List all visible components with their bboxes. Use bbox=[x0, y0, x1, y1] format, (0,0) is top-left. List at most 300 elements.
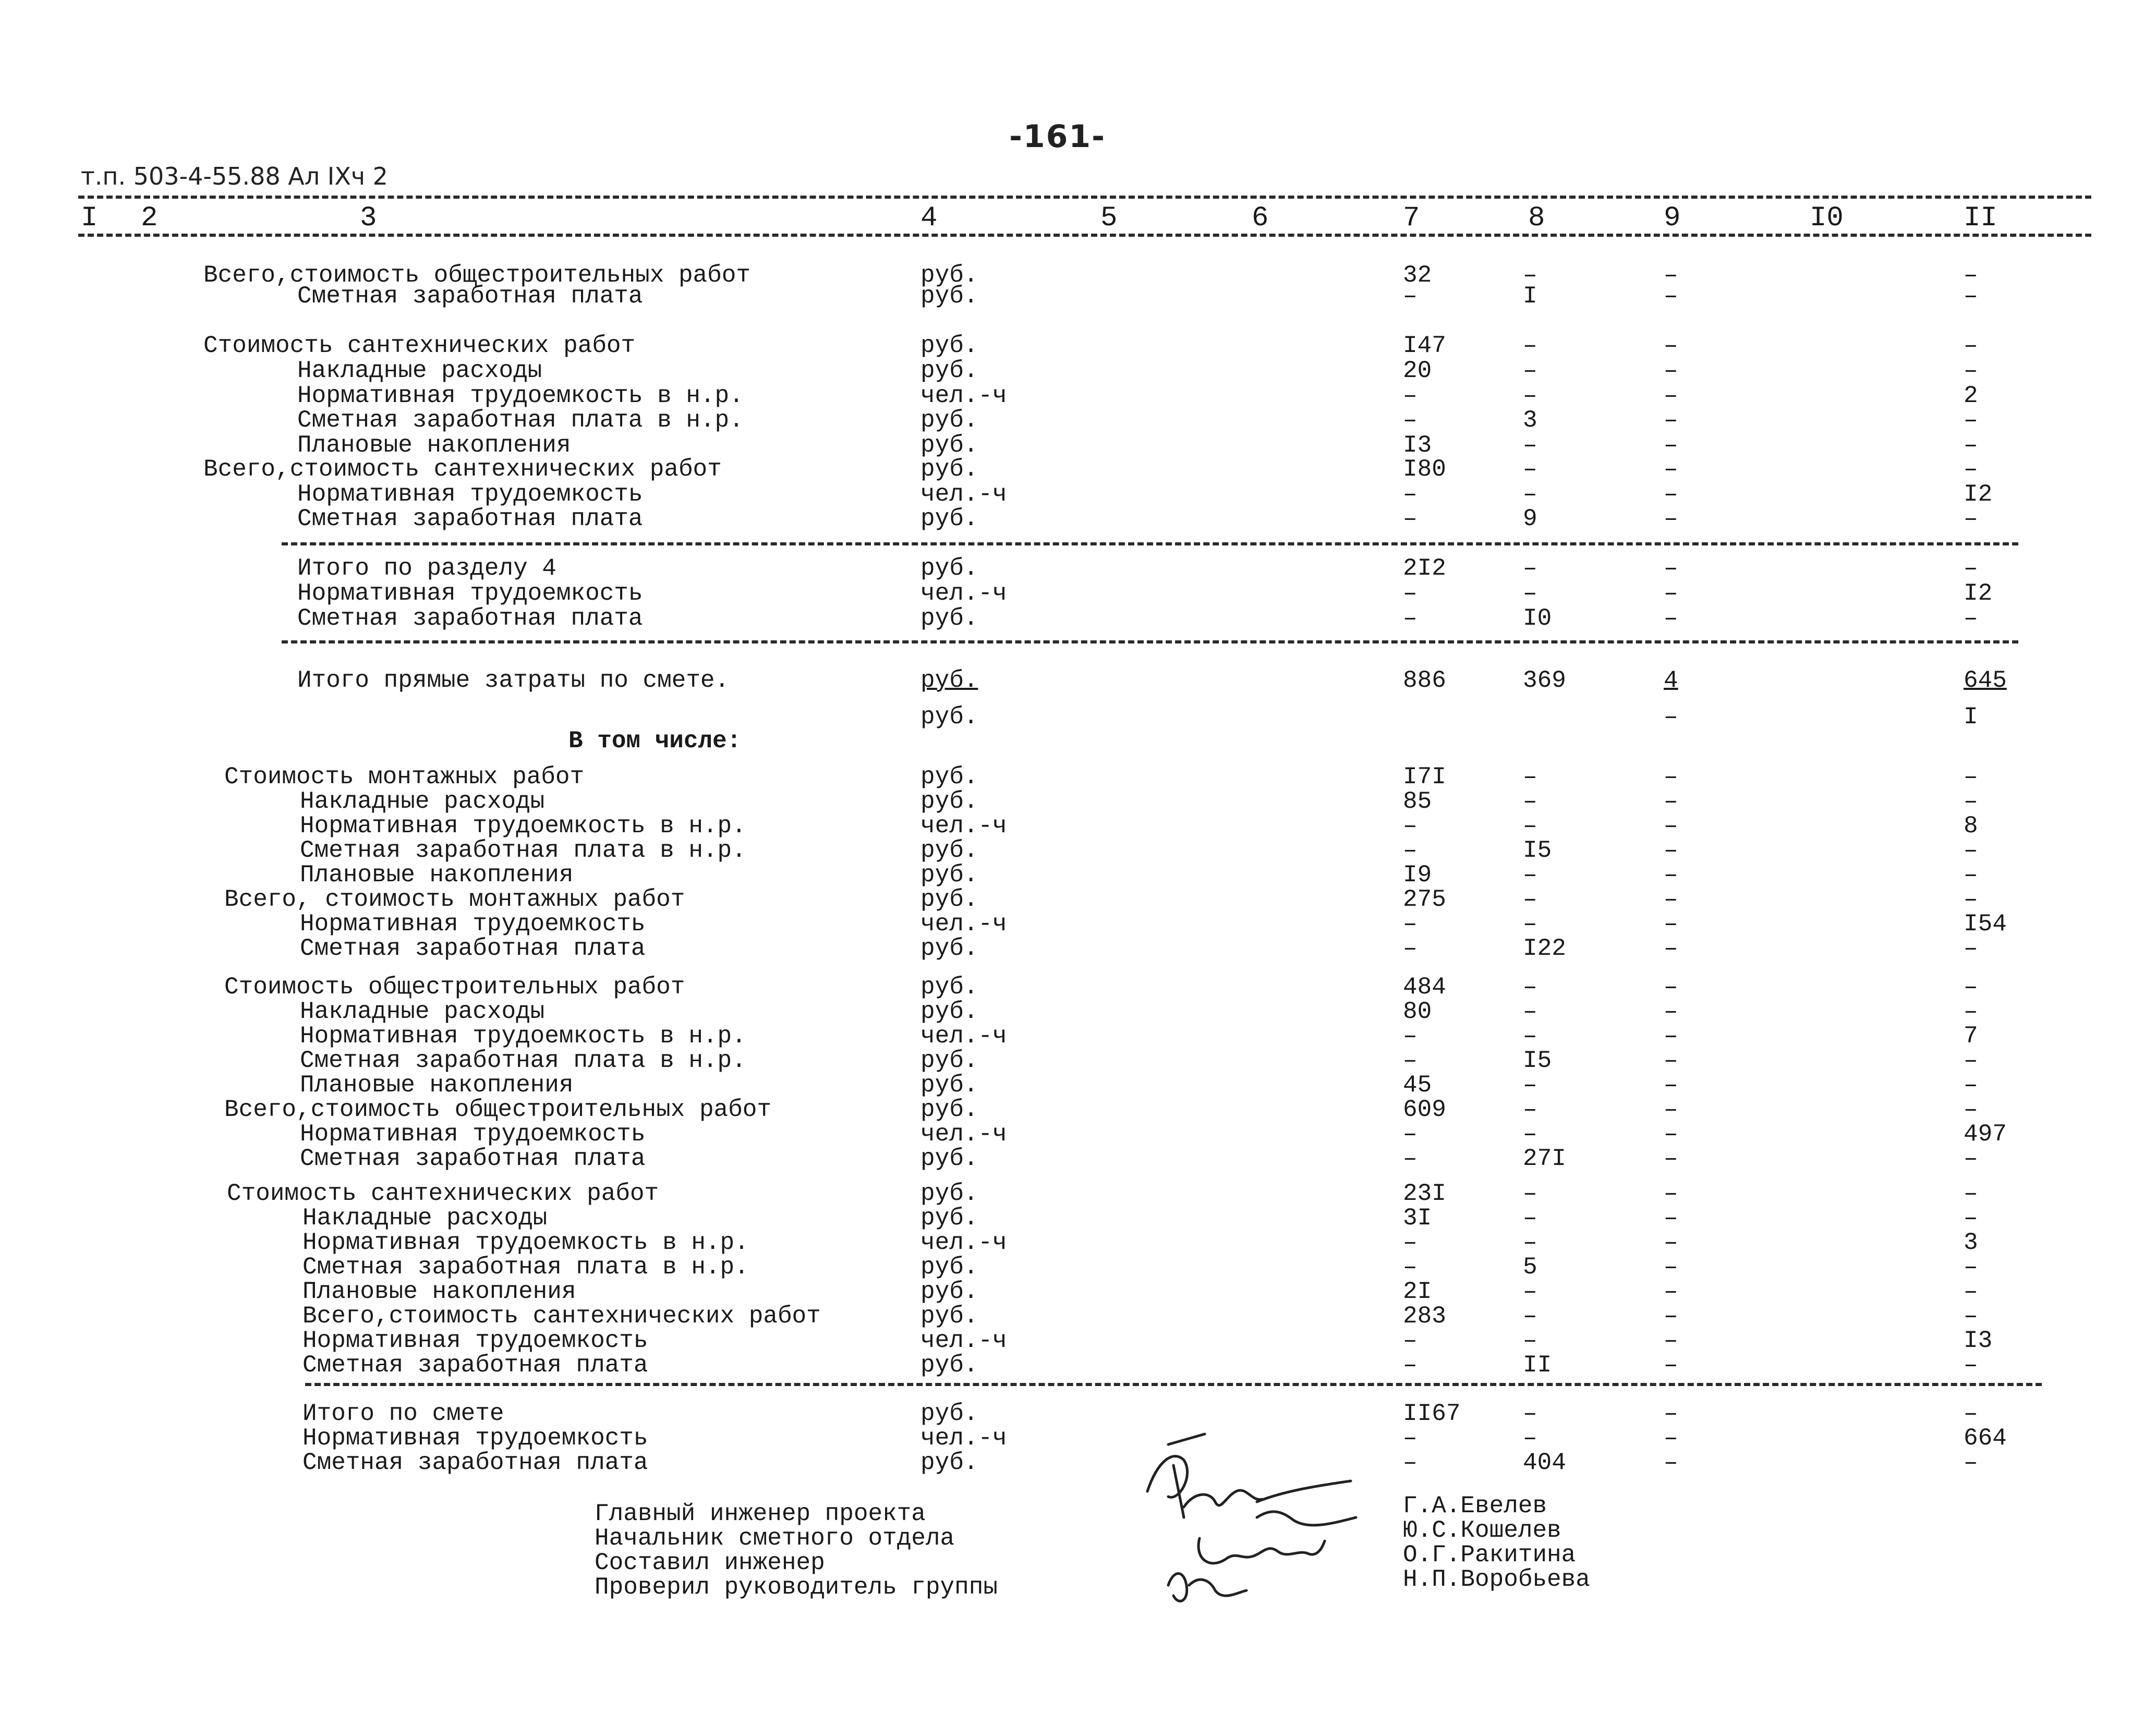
table-row bbox=[0, 1182, 2156, 1207]
row-unit: руб. bbox=[920, 1205, 978, 1232]
row-unit: руб. bbox=[920, 407, 978, 434]
col7-value: – bbox=[1403, 1145, 1418, 1172]
col8-value: – bbox=[1523, 763, 1537, 791]
col9-value: – bbox=[1664, 456, 1678, 483]
col7-value: – bbox=[1403, 407, 1418, 434]
col9-value: – bbox=[1664, 886, 1678, 913]
row-unit: руб. bbox=[920, 357, 978, 384]
row-label: Итого по смете bbox=[302, 1400, 504, 1427]
row-unit: руб. bbox=[920, 1303, 978, 1330]
signature-name: Ю.С.Кошелев bbox=[1403, 1517, 1561, 1544]
handwritten-signatures bbox=[1137, 1429, 1366, 1617]
row-unit: руб. bbox=[920, 667, 978, 694]
table-row bbox=[0, 1073, 2156, 1098]
col7-value: 886 bbox=[1403, 667, 1446, 694]
row-label: Сметная заработная плата в н.р. bbox=[300, 837, 746, 864]
col8-value: – bbox=[1523, 1023, 1537, 1050]
row-label: Нормативная трудоемкость в н.р. bbox=[300, 812, 746, 840]
row-label: Всего,стоимость сантехнических работ bbox=[302, 1303, 821, 1330]
col7-value: – bbox=[1403, 1425, 1418, 1452]
col11-value: – bbox=[1964, 861, 1978, 889]
col11-value: – bbox=[1964, 605, 1978, 632]
col11-value: 497 bbox=[1964, 1121, 2007, 1148]
row-label: Сметная заработная плата bbox=[300, 1145, 646, 1172]
row-label: Сметная заработная плата в н.р. bbox=[297, 407, 744, 434]
table-row bbox=[0, 1000, 2156, 1025]
row-label: Всего, стоимость монтажных работ bbox=[224, 886, 685, 913]
row-unit: руб. bbox=[920, 262, 978, 289]
col11-value: 8 bbox=[1964, 812, 1978, 840]
row-unit: чел.-ч bbox=[920, 382, 1007, 409]
col7-value: 3I bbox=[1403, 1205, 1432, 1232]
table-row bbox=[0, 839, 2156, 864]
row-unit: руб. bbox=[920, 505, 978, 532]
table-row bbox=[0, 457, 2156, 482]
col9-value: – bbox=[1664, 1254, 1678, 1281]
col8-value: II bbox=[1523, 1352, 1552, 1379]
col7-value: I47 bbox=[1403, 332, 1446, 359]
row-label: Сметная заработная плата bbox=[297, 605, 643, 632]
column-number: II bbox=[1964, 202, 1997, 234]
col7-value: 23I bbox=[1403, 1180, 1446, 1207]
row-unit: руб. bbox=[920, 1072, 978, 1099]
row-label: Плановые накопления bbox=[300, 861, 574, 889]
col11-value: – bbox=[1964, 1072, 1978, 1099]
col8-value: I0 bbox=[1523, 605, 1552, 632]
col8-value: 369 bbox=[1523, 667, 1566, 694]
table-row bbox=[0, 1122, 2156, 1147]
col8-value: – bbox=[1523, 861, 1537, 889]
col7-value: 609 bbox=[1403, 1096, 1446, 1123]
col7-value: 275 bbox=[1403, 886, 1446, 913]
row-label: Накладные расходы bbox=[300, 788, 545, 815]
row-unit: чел.-ч bbox=[920, 1023, 1007, 1050]
col11-value: – bbox=[1964, 935, 1978, 962]
col8-value: – bbox=[1523, 998, 1537, 1025]
table-row bbox=[0, 384, 2156, 409]
column-number: 5 bbox=[1100, 202, 1118, 234]
row-unit: чел.-ч bbox=[920, 1327, 1007, 1354]
col11-value: 7 bbox=[1964, 1023, 1978, 1050]
signature-role: Проверил руководитель группы bbox=[595, 1574, 998, 1601]
col11-value: – bbox=[1964, 837, 1978, 864]
row-unit: руб. bbox=[920, 837, 978, 864]
table-row bbox=[0, 912, 2156, 937]
col11-value: – bbox=[1964, 1180, 1978, 1207]
col9-value: – bbox=[1664, 1121, 1678, 1148]
row-unit: руб. bbox=[920, 998, 978, 1025]
col7-value: – bbox=[1403, 1327, 1418, 1354]
col7-value: 2I2 bbox=[1403, 555, 1446, 582]
col7-value: I9 bbox=[1403, 861, 1432, 889]
col11-value: – bbox=[1964, 886, 1978, 913]
col8-value: – bbox=[1523, 332, 1537, 359]
col9-value: – bbox=[1664, 407, 1678, 434]
row-unit: руб. bbox=[920, 703, 978, 731]
col7-value: – bbox=[1403, 910, 1418, 938]
table-row bbox=[0, 1024, 2156, 1049]
column-number: 3 bbox=[360, 202, 377, 234]
col11-value: – bbox=[1964, 332, 1978, 359]
col7-value: – bbox=[1403, 283, 1418, 310]
column-number: I bbox=[81, 202, 98, 234]
col7-value: – bbox=[1403, 580, 1418, 607]
signature-role: Составил инженер bbox=[595, 1549, 825, 1576]
col7-value: II67 bbox=[1403, 1400, 1461, 1427]
col7-value: – bbox=[1403, 1352, 1418, 1379]
column-number: 4 bbox=[920, 202, 938, 234]
col8-value: – bbox=[1523, 910, 1537, 938]
col9-value: – bbox=[1664, 481, 1678, 508]
col9-value: – bbox=[1664, 1205, 1678, 1232]
col7-value: – bbox=[1403, 1047, 1418, 1074]
row-label: Нормативная трудоемкость bbox=[302, 1425, 648, 1452]
table-row bbox=[0, 556, 2156, 581]
row-label: Стоимость общестроительных работ bbox=[224, 974, 685, 1001]
table-row bbox=[0, 581, 2156, 606]
row-unit: руб. bbox=[920, 332, 978, 359]
col8-value: – bbox=[1523, 1096, 1537, 1123]
row-label: Сметная заработная плата bbox=[302, 1352, 648, 1379]
col9-value: – bbox=[1664, 910, 1678, 938]
table-row bbox=[0, 1402, 2156, 1427]
col8-value: 27I bbox=[1523, 1145, 1566, 1172]
col11-value: – bbox=[1964, 998, 1978, 1025]
col7-value: – bbox=[1403, 935, 1418, 962]
col8-value: – bbox=[1523, 1121, 1537, 1148]
col9-value: – bbox=[1664, 812, 1678, 840]
col7-value: I80 bbox=[1403, 456, 1446, 483]
row-label: В том числе: bbox=[568, 727, 742, 755]
table-row bbox=[0, 814, 2156, 839]
table-row bbox=[0, 334, 2156, 359]
row-unit: руб. bbox=[920, 283, 978, 310]
col11-value: – bbox=[1964, 1303, 1978, 1330]
col7-value: 2I bbox=[1403, 1278, 1432, 1305]
row-label: Сметная заработная плата в н.р. bbox=[302, 1254, 749, 1281]
col11-value: – bbox=[1964, 1400, 1978, 1427]
row-unit: чел.-ч bbox=[920, 910, 1007, 938]
row-label: Нормативная трудоемкость в н.р. bbox=[297, 382, 744, 409]
table-row bbox=[0, 765, 2156, 790]
col7-value: 85 bbox=[1403, 788, 1432, 815]
col11-value: – bbox=[1964, 357, 1978, 384]
row-unit: чел.-ч bbox=[920, 481, 1007, 508]
col9-value: – bbox=[1664, 332, 1678, 359]
row-unit: руб. bbox=[920, 1096, 978, 1123]
row-label: Накладные расходы bbox=[300, 998, 545, 1025]
row-label: Стоимость сантехнических работ bbox=[203, 332, 636, 359]
col8-value: – bbox=[1523, 1400, 1537, 1427]
table-row bbox=[0, 482, 2156, 507]
col9-value: – bbox=[1664, 1352, 1678, 1379]
row-label: Сметная заработная плата bbox=[302, 1449, 648, 1476]
row-label: Стоимость сантехнических работ bbox=[227, 1180, 659, 1207]
table-row bbox=[0, 937, 2156, 962]
col11-value: 664 bbox=[1964, 1425, 2007, 1452]
col11-value: I bbox=[1964, 703, 1978, 731]
col9-value: – bbox=[1664, 382, 1678, 409]
row-label: Нормативная трудоемкость в н.р. bbox=[300, 1023, 746, 1050]
col11-value: – bbox=[1964, 763, 1978, 791]
col9-value: – bbox=[1664, 974, 1678, 1001]
col11-value: – bbox=[1964, 1449, 1978, 1476]
col9-value: – bbox=[1664, 580, 1678, 607]
col9-value: – bbox=[1664, 1303, 1678, 1330]
col11-value: – bbox=[1964, 1047, 1978, 1074]
col8-value: 9 bbox=[1523, 505, 1537, 532]
col11-value: – bbox=[1964, 505, 1978, 532]
row-label: Нормативная трудоемкость bbox=[297, 481, 643, 508]
row-label: Сметная заработная плата bbox=[300, 935, 646, 962]
row-unit: руб. bbox=[920, 935, 978, 962]
table-row bbox=[0, 1206, 2156, 1231]
col8-value: 404 bbox=[1523, 1449, 1566, 1476]
row-unit: чел.-ч bbox=[920, 1121, 1007, 1148]
row-label: Сметная заработная плата bbox=[297, 505, 643, 532]
col11-value: – bbox=[1964, 555, 1978, 582]
col9-value: – bbox=[1664, 283, 1678, 310]
row-label: Накладные расходы bbox=[302, 1205, 548, 1232]
col11-value: – bbox=[1964, 1145, 1978, 1172]
col8-value: – bbox=[1523, 1205, 1537, 1232]
row-label: Сметная заработная плата bbox=[297, 283, 643, 310]
col9-value: – bbox=[1664, 1400, 1678, 1427]
col8-value: I5 bbox=[1523, 837, 1552, 864]
signature-name: О.Г.Ракитина bbox=[1403, 1541, 1576, 1569]
col11-value: – bbox=[1964, 407, 1978, 434]
table-row bbox=[0, 1451, 2156, 1476]
row-unit: чел.-ч bbox=[920, 1425, 1007, 1452]
col11-value: – bbox=[1964, 1352, 1978, 1379]
col9-value: – bbox=[1664, 1229, 1678, 1256]
col11-value: – bbox=[1964, 456, 1978, 483]
table-row bbox=[0, 1255, 2156, 1280]
col11-value: 2 bbox=[1964, 382, 1978, 409]
row-unit: руб. bbox=[920, 1180, 978, 1207]
col7-value: – bbox=[1403, 1229, 1418, 1256]
row-label: Плановые накопления bbox=[297, 432, 571, 459]
col11-value: – bbox=[1964, 432, 1978, 459]
col9-value: – bbox=[1664, 262, 1678, 289]
col8-value: – bbox=[1523, 1278, 1537, 1305]
col7-value: 20 bbox=[1403, 357, 1432, 384]
column-number: 7 bbox=[1403, 202, 1420, 234]
table-row bbox=[0, 729, 2156, 754]
row-unit: руб. bbox=[920, 886, 978, 913]
col7-value: 45 bbox=[1403, 1072, 1432, 1099]
col8-value: – bbox=[1523, 357, 1537, 384]
row-label: Итого по разделу 4 bbox=[297, 555, 556, 582]
row-unit: руб. bbox=[920, 1145, 978, 1172]
table-row bbox=[0, 1231, 2156, 1256]
row-label: Накладные расходы bbox=[297, 357, 542, 384]
table-row bbox=[0, 789, 2156, 815]
col9-value: – bbox=[1664, 1180, 1678, 1207]
row-label: Плановые накопления bbox=[300, 1072, 574, 1099]
table-row bbox=[0, 408, 2156, 433]
table-row bbox=[0, 1049, 2156, 1074]
col9-value: – bbox=[1664, 1425, 1678, 1452]
row-unit: руб. bbox=[920, 555, 978, 582]
table-row bbox=[0, 1147, 2156, 1172]
col9-value: – bbox=[1664, 763, 1678, 791]
col9-value: – bbox=[1664, 998, 1678, 1025]
table-row bbox=[0, 1280, 2156, 1305]
table-row bbox=[0, 1426, 2156, 1451]
col7-value: – bbox=[1403, 382, 1418, 409]
col9-value: – bbox=[1664, 837, 1678, 864]
col7-value: 283 bbox=[1403, 1303, 1446, 1330]
row-unit: руб. bbox=[920, 1449, 978, 1476]
table-row bbox=[0, 863, 2156, 888]
col8-value: – bbox=[1523, 432, 1537, 459]
col8-value: – bbox=[1523, 1072, 1537, 1099]
col11-value: I2 bbox=[1964, 580, 1993, 607]
col9-value: – bbox=[1664, 1023, 1678, 1050]
col9-value: – bbox=[1664, 788, 1678, 815]
col11-value: 3 bbox=[1964, 1229, 1978, 1256]
document-reference: т.п. 503-4-55.88 Ал IXч 2 bbox=[81, 162, 388, 190]
col9-value: – bbox=[1664, 432, 1678, 459]
col9-value: – bbox=[1664, 1449, 1678, 1476]
col9-value: – bbox=[1664, 1096, 1678, 1123]
col8-value: – bbox=[1523, 812, 1537, 840]
col11-value: I2 bbox=[1964, 481, 1993, 508]
row-unit: руб. bbox=[920, 861, 978, 889]
table-row bbox=[0, 669, 2156, 694]
row-label: Нормативная трудоемкость в н.р. bbox=[302, 1229, 749, 1256]
dashed-rule-total-4 bbox=[282, 640, 2018, 643]
col7-value: – bbox=[1403, 505, 1418, 532]
col7-value: 80 bbox=[1403, 998, 1432, 1025]
row-unit: руб. bbox=[920, 788, 978, 815]
col8-value: I5 bbox=[1523, 1047, 1552, 1074]
col11-value: – bbox=[1964, 788, 1978, 815]
col7-value: I3 bbox=[1403, 432, 1432, 459]
col8-value: – bbox=[1523, 1327, 1537, 1354]
table-row bbox=[0, 433, 2156, 458]
row-unit: руб. bbox=[920, 1278, 978, 1305]
column-number: I0 bbox=[1810, 202, 1844, 234]
row-label: Всего,стоимость общестроительных работ bbox=[224, 1096, 771, 1123]
col7-value: – bbox=[1403, 812, 1418, 840]
table-row bbox=[0, 1304, 2156, 1329]
row-unit: чел.-ч bbox=[920, 812, 1007, 840]
page-number: -161- bbox=[1009, 118, 1106, 155]
row-label: Всего,стоимость сантехнических работ bbox=[203, 456, 722, 483]
col9-value: – bbox=[1664, 861, 1678, 889]
row-unit: чел.-ч bbox=[920, 1229, 1007, 1256]
table-row bbox=[0, 1353, 2156, 1378]
col9-value: – bbox=[1664, 1327, 1678, 1354]
column-number: 6 bbox=[1252, 202, 1269, 234]
col8-value: 5 bbox=[1523, 1254, 1537, 1281]
col9-value: – bbox=[1664, 505, 1678, 532]
col11-value: – bbox=[1964, 974, 1978, 1001]
col9-value: – bbox=[1664, 357, 1678, 384]
table-row bbox=[0, 507, 2156, 532]
row-unit: руб. bbox=[920, 1047, 978, 1074]
row-label: Сметная заработная плата в н.р. bbox=[300, 1047, 746, 1074]
col9-value: – bbox=[1664, 1047, 1678, 1074]
col7-value: 32 bbox=[1403, 262, 1432, 289]
col8-value: – bbox=[1523, 262, 1537, 289]
col8-value: – bbox=[1523, 382, 1537, 409]
col8-value: I bbox=[1523, 283, 1537, 310]
col8-value: – bbox=[1523, 555, 1537, 582]
col11-value: I3 bbox=[1964, 1327, 1993, 1354]
col7-value: – bbox=[1403, 1023, 1418, 1050]
row-label: Нормативная трудоемкость bbox=[300, 1121, 646, 1148]
col8-value: – bbox=[1523, 886, 1537, 913]
row-unit: руб. bbox=[920, 456, 978, 483]
col11-value: – bbox=[1964, 1096, 1978, 1123]
row-label: Итого прямые затраты по смете. bbox=[297, 667, 730, 694]
row-label: Стоимость монтажных работ bbox=[224, 763, 585, 791]
col11-value: 645 bbox=[1964, 667, 2007, 694]
table-row bbox=[0, 705, 2156, 730]
row-unit: чел.-ч bbox=[920, 580, 1007, 607]
col7-value: – bbox=[1403, 481, 1418, 508]
col8-value: – bbox=[1523, 1180, 1537, 1207]
row-unit: руб. bbox=[920, 605, 978, 632]
row-label: Всего,стоимость общестроительных работ bbox=[203, 262, 750, 289]
col8-value: – bbox=[1523, 1229, 1537, 1256]
row-label: Нормативная трудоемкость bbox=[300, 910, 646, 938]
col7-value: – bbox=[1403, 837, 1418, 864]
col8-value: I22 bbox=[1523, 935, 1566, 962]
col8-value: – bbox=[1523, 481, 1537, 508]
column-number: 9 bbox=[1664, 202, 1681, 234]
row-unit: руб. bbox=[920, 1254, 978, 1281]
signature-role: Начальник сметного отдела bbox=[595, 1525, 955, 1552]
col8-value: – bbox=[1523, 456, 1537, 483]
row-unit: руб. bbox=[920, 1352, 978, 1379]
col8-value: – bbox=[1523, 580, 1537, 607]
signature-name: Г.А.Евелев bbox=[1403, 1492, 1547, 1520]
col9-value: 4 bbox=[1664, 667, 1678, 694]
dashed-rule-top bbox=[78, 196, 2091, 199]
col11-value: – bbox=[1964, 1205, 1978, 1232]
col9-value: – bbox=[1664, 1278, 1678, 1305]
col8-value: 3 bbox=[1523, 407, 1537, 434]
table-row bbox=[0, 284, 2156, 309]
table-row bbox=[0, 975, 2156, 1000]
col7-value: – bbox=[1403, 1449, 1418, 1476]
dashed-rule-header bbox=[78, 234, 2091, 237]
signature-name: Н.П.Воробьева bbox=[1403, 1566, 1590, 1593]
column-number: 8 bbox=[1528, 202, 1545, 234]
col11-value: – bbox=[1964, 262, 1978, 289]
row-label: Плановые накопления bbox=[302, 1278, 576, 1305]
col8-value: – bbox=[1523, 974, 1537, 1001]
table-row bbox=[0, 606, 2156, 631]
table-row bbox=[0, 1329, 2156, 1354]
row-unit: руб. bbox=[920, 974, 978, 1001]
col9-value: – bbox=[1664, 935, 1678, 962]
col11-value: – bbox=[1964, 1278, 1978, 1305]
signature-role: Главный инженер проекта bbox=[595, 1500, 926, 1527]
table-row bbox=[0, 1098, 2156, 1123]
col7-value: – bbox=[1403, 1121, 1418, 1148]
row-label: Нормативная трудоемкость bbox=[297, 580, 643, 607]
row-unit: руб. bbox=[920, 763, 978, 791]
col8-value: – bbox=[1523, 788, 1537, 815]
col7-value: – bbox=[1403, 1254, 1418, 1281]
col9-value: – bbox=[1664, 1145, 1678, 1172]
col11-value: – bbox=[1964, 283, 1978, 310]
